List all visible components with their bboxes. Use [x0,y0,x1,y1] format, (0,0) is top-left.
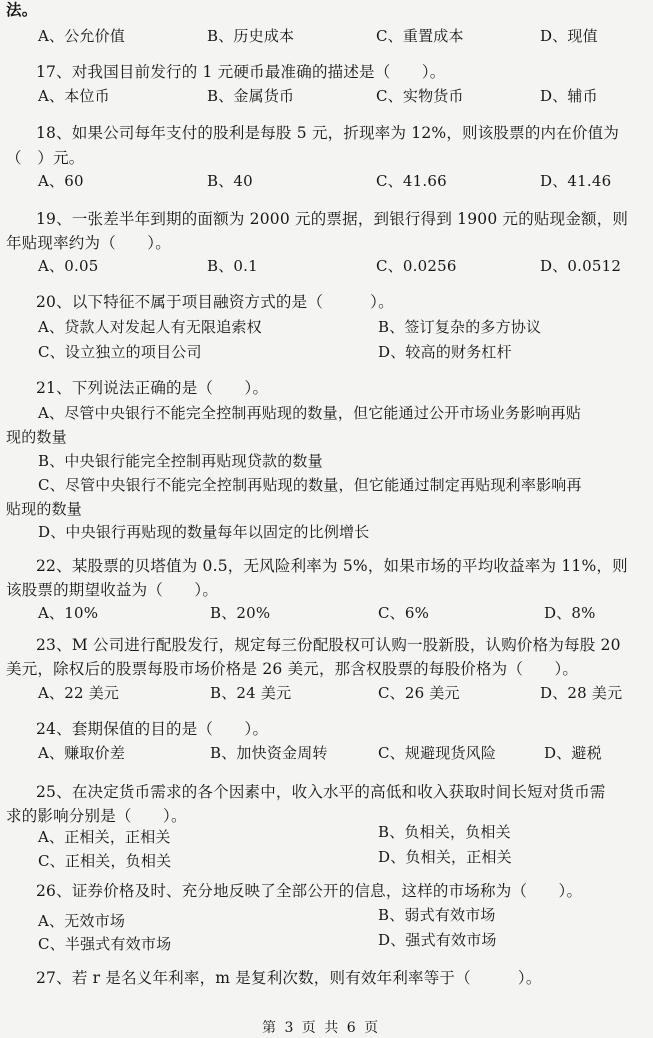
q17-option-b: B、金属货币 [207,87,295,105]
q20-option-b: B、签订复杂的多方协议 [378,318,542,336]
q21-stem: 21、下列说法正确的是（ ）。 [36,379,269,397]
q25-stem-line2: 求的影响分别是（ ）。 [6,807,187,825]
q21-option-c-line1: C、尽管中央银行不能完全控制再贴现的数量，但它能通过制定再贴现利率影响再 [38,476,582,494]
q19-option-a: A、0.05 [38,257,99,275]
q25-option-a: A、正相关，正相关 [38,828,171,846]
q22-option-b: B、20% [210,604,271,622]
q27-stem: 27、若 r 是名义年利率，m 是复利次数，则有效年利率等于（ ）。 [36,969,542,987]
q26-option-c: C、半强式有效市场 [38,935,172,953]
q19-option-b: B、0.1 [207,257,258,275]
q23-stem-line2: 美元，除权后的股票每股市场价格是 26 美元，那含权股票的每股价格为（ ）。 [6,660,579,678]
q24-option-a: A、赚取价差 [38,744,126,762]
q23-option-d: D、28 美元 [540,684,623,702]
q16-option-d: D、现值 [540,27,598,45]
q21-option-a-line2: 现的数量 [6,428,67,446]
q24-stem: 24、套期保值的目的是（ ）。 [36,720,269,738]
q19-option-d: D、0.0512 [540,257,622,275]
q20-option-a: A、贷款人对发起人有无限追索权 [38,318,262,336]
q23-stem-line1: 23、M 公司进行配股发行，规定每三份配股权可认购一股新股，认购价格为每股 20 [36,636,621,654]
q24-option-d: D、避税 [544,744,602,762]
q22-option-a: A、10% [38,604,99,622]
q20-option-d: D、较高的财务杠杆 [378,343,512,361]
q20-option-c: C、设立独立的项目公司 [38,343,202,361]
q22-option-d: D、8% [544,604,596,622]
q17-stem: 17、对我国目前发行的 1 元硬币最准确的描述是（ ）。 [36,63,446,81]
q24-option-b: B、加快资金周转 [210,744,328,762]
page-footer: 第 3 页 共 6 页 [262,1020,381,1036]
q18-stem-line2: （ ）元。 [6,149,85,167]
q23-option-c: C、26 美元 [378,684,460,702]
q16-option-b: B、历史成本 [207,27,295,45]
q21-option-d: D、中央银行再贴现的数量每年以固定的比例增长 [38,523,370,541]
q19-option-c: C、0.0256 [376,257,457,275]
q21-option-b: B、中央银行能完全控制再贴现贷款的数量 [38,452,323,470]
q18-stem-line1: 18、如果公司每年支付的股利是每股 5 元，折现率为 12%，则该股票的内在价值为 [36,124,620,142]
q22-option-c: C、6% [378,604,430,622]
q25-option-b: B、负相关，负相关 [378,823,511,841]
q26-option-a: A、无效市场 [38,912,126,930]
q22-stem-line2: 该股票的期望收益为（ ）。 [6,581,219,599]
q22-stem-line1: 22、某股票的贝塔值为 0.5，无风险利率为 5%，如果市场的平均收益率为 11%，则 [36,557,628,575]
q17-option-d: D、辅币 [540,87,598,105]
q17-option-a: A、本位币 [38,87,110,105]
q26-option-b: B、弱式有效市场 [378,906,496,924]
q26-stem: 26、证券价格及时、充分地反映了全部公开的信息，这样的市场称为（ ）。 [36,882,583,900]
q23-option-b: B、24 美元 [210,684,292,702]
q23-option-a: A、22 美元 [38,684,120,702]
q21-option-c-line2: 贴现的数量 [6,500,83,518]
q18-option-a: A、60 [38,172,84,190]
q19-stem-line2: 年贴现率约为（ ）。 [6,234,171,252]
q16-option-a: A、公允价值 [38,27,126,45]
q20-stem: 20、以下特征不属于项目融资方式的是（ ）。 [36,293,394,311]
q26-option-d: D、强式有效市场 [378,931,497,949]
q18-option-b: B、40 [207,172,253,190]
q25-option-c: C、正相关，负相关 [38,852,172,870]
q21-option-a-line1: A、尽管中央银行不能完全控制再贴现的数量，但它能通过公开市场业务影响再贴 [38,404,582,422]
q16-tail: 法。 [6,0,38,19]
q16-option-c: C、重置成本 [376,27,464,45]
q19-stem-line1: 19、一张差半年到期的面额为 2000 元的票据，到银行得到 1900 元的贴现金额，则 [36,210,629,228]
q18-option-d: D、41.46 [540,172,612,190]
q17-option-c: C、实物货币 [376,87,464,105]
q24-option-c: C、规避现货风险 [378,744,497,762]
q25-stem-line1: 25、在决定货币需求的各个因素中，收入水平的高低和收入获取时间长短对货币需 [36,783,606,801]
q18-option-c: C、41.66 [376,172,447,190]
q25-option-d: D、负相关，正相关 [378,848,512,866]
